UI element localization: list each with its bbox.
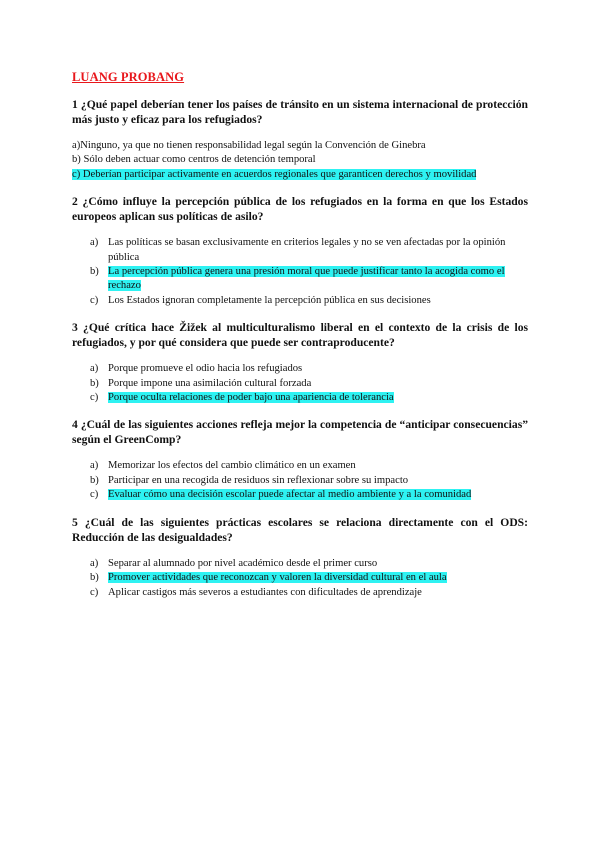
option-c xyxy=(72,586,528,600)
question-1 xyxy=(72,97,528,182)
option-text: Promover actividades que reconozcan y valoren la diversidad cultural en el aula xyxy=(108,572,447,584)
option-b xyxy=(72,153,528,167)
options-list xyxy=(72,139,528,182)
option-letter: b) xyxy=(90,572,99,584)
options-list xyxy=(72,236,528,308)
option-letter: b) xyxy=(72,154,81,166)
option-text: Las políticas se basan exclusivamente en criterios legales y no se ven afectadas por la opinión pública xyxy=(108,237,506,263)
option-text: Porque promueve el odio hacia los refugiados xyxy=(108,363,303,375)
option-text: Aplicar castigos más severos a estudiantes con dificultades de aprendizaje xyxy=(108,586,422,598)
question-2 xyxy=(72,194,528,308)
option-letter: b) xyxy=(90,377,99,389)
option-text: La percepción pública genera una presión moral que puede justificar tanto la acogida como el rechazo xyxy=(108,266,505,292)
option-c-correct xyxy=(72,488,528,502)
option-letter: c) xyxy=(90,294,99,306)
option-b-correct xyxy=(72,265,528,294)
option-letter: c) xyxy=(72,168,81,180)
option-letter: a) xyxy=(90,460,99,472)
option-text: Porque oculta relaciones de poder bajo una apariencia de tolerancia xyxy=(108,392,394,404)
option-text: Evaluar cómo una decisión escolar puede afectar al medio ambiente y a la comunidad xyxy=(108,489,472,501)
question-4 xyxy=(72,417,528,502)
option-text: Porque impone una asimilación cultural forzada xyxy=(108,377,312,389)
question-title: 5 ¿Cuál de las siguientes prácticas escolares se relaciona directamente con el ODS: Reducción de las desigualdades? xyxy=(72,515,528,544)
option-letter: a) xyxy=(90,237,99,249)
option-a xyxy=(72,459,528,473)
option-b xyxy=(72,377,528,391)
options-list xyxy=(72,362,528,405)
question-title: 1 ¿Qué papel deberían tener los países de tránsito en un sistema internacional de protección más justo y eficaz para los refugiados? xyxy=(72,98,528,126)
option-c-correct xyxy=(72,391,528,405)
option-c xyxy=(72,294,528,308)
option-b-correct xyxy=(72,571,528,585)
option-text: Sólo deben actuar como centros de detención temporal xyxy=(83,154,316,166)
option-text: Memorizar los efectos del cambio climático en un examen xyxy=(108,460,356,472)
document-page xyxy=(72,70,528,612)
option-letter: c) xyxy=(90,489,99,501)
question-3 xyxy=(72,320,528,405)
question-title: 3 ¿Qué crítica hace Žižek al multiculturalismo liberal en el contexto de la crisis de los refugiados, y por qué considera que puede ser contraproducente? xyxy=(72,321,528,350)
option-text: Participar en una recogida de residuos sin reflexionar sobre su impacto xyxy=(108,474,409,486)
option-text: Ninguno, ya que no tienen responsabilidad legal según la Convención de Ginebra xyxy=(80,140,426,151)
option-letter: a) xyxy=(72,140,81,151)
author-heading: LUANG PROBANG xyxy=(72,70,185,84)
option-a xyxy=(72,557,528,571)
question-title: 2 ¿Cómo influye la percepción pública de los refugiados en la forma en que los Estados europeos aplican sus políticas de asilo? xyxy=(72,195,528,224)
question-title: 4 ¿Cuál de las siguientes acciones refleja mejor la competencia de “anticipar consecuencias” según el GreenComp? xyxy=(72,418,528,447)
option-b xyxy=(72,474,528,488)
option-letter: c) xyxy=(90,392,99,404)
question-5 xyxy=(72,515,528,600)
option-a xyxy=(72,139,528,153)
option-text: Deberían participar activamente en acuerdos regionales que garanticen derechos y movilidad xyxy=(82,168,477,180)
options-list xyxy=(72,557,528,600)
option-letter: a) xyxy=(90,557,99,569)
option-a xyxy=(72,236,528,265)
options-list xyxy=(72,459,528,502)
option-letter: c) xyxy=(90,586,99,598)
option-text: Los Estados ignoran completamente la percepción pública en sus decisiones xyxy=(108,294,431,306)
option-a xyxy=(72,362,528,376)
option-letter: b) xyxy=(90,266,99,278)
option-letter: b) xyxy=(90,474,99,486)
option-text: Separar al alumnado por nivel académico desde el primer curso xyxy=(108,557,378,569)
option-c-correct xyxy=(72,168,528,182)
option-letter: a) xyxy=(90,363,99,375)
